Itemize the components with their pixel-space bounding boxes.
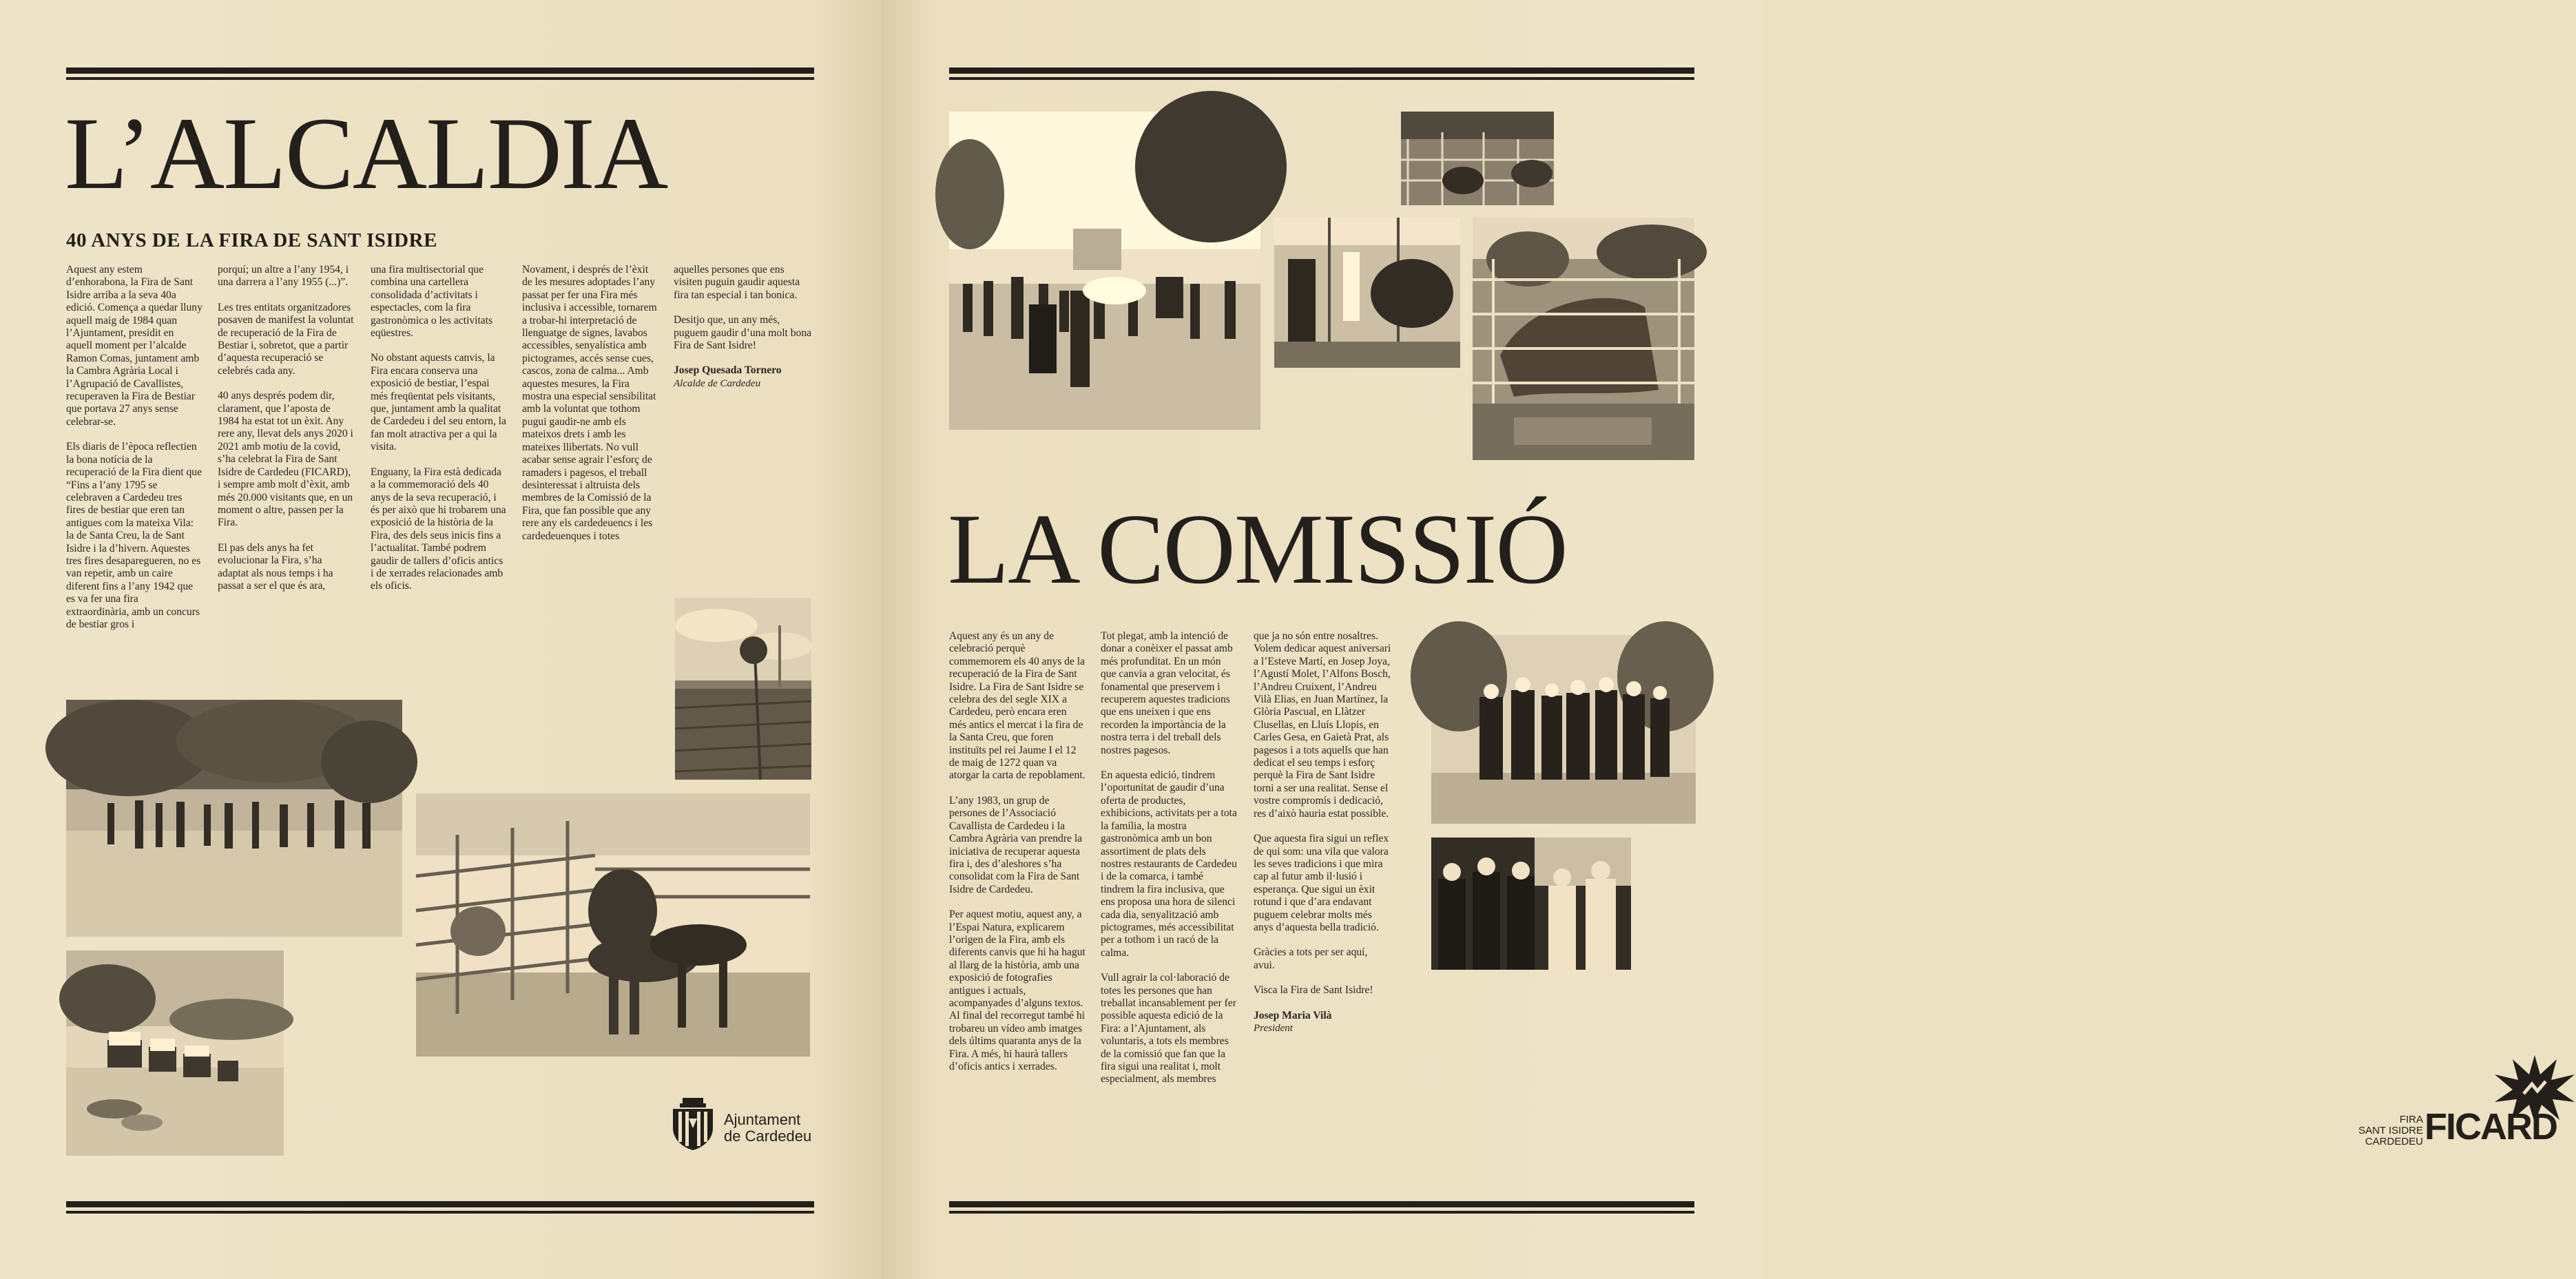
photo-wagons-old — [66, 950, 284, 1156]
photo-thistle-field — [675, 598, 811, 780]
photo-horse-closeup — [1473, 218, 1694, 460]
top-rule — [66, 67, 814, 80]
ficard-wordmark: FICARD — [2424, 1106, 2557, 1147]
text-column-1: Aquest any és un any de celebració perquè commemorem els 40 anys de la recuperació de la Fira de Sant Isidre. La Fira de Sant Isidre se celebra des del segle XIX a Cardedeu, però encara eren més antics el mercat i la fira de la Santa Creu, que foren instituïts pel rei Jaume I el 12 de maig de 1272 quan va atorgar la carta de repoblament. L’any 1983, un grup de persones de l’Associació Cavallista de Cardedeu i la Cambra Agrària van prendre la iniciativa de recuperar aquesta fira i, des d’aleshores s’ha consolidat com la Fira de Sant Isidre de Cardedeu. Per aquest motiu, aquest any, a l’Espai Natura, explicarem l’origen de la Fira, amb els diferents canvis que hi ha hagut al llarg de la història, amb una exposició de fotografies antigues i actuals, acompanyades d’alguns textos. Al final del recorregut també hi trobareu un vídeo amb imatges dels últims quaranta anys de la Fira. A més, hi haurà tallers d’oficis antics i xerrades. — [949, 630, 1086, 1072]
text-column-1: Aquest any estem d’enhorabona, la Fira de Sant Isidre arriba a la seva 40a edició. Comença a quedar lluny aquell maig de 1984 quan l’Ajuntament, presidit en aquell moment per l’alcalde Ramon Comas, juntament amb la Cambra Agrària Local i l’Agrupació de Cavallistes, recuperaven la Fira de Bestiar que portava 27 anys sense celebrar-se. Els diaris de l’època reflectien la bona notícia de la recuperació de la Fira dient que “Fins a l’any 1795 se celebraven a Cardedeu tres fires de bestiar que eren tan antigues com la mateixa Vila: la de Santa Creu, la de Sant Isidre i la d’hivern. Aquestes tres fires desaparegueren, no es van repetir, amb un caire diferent fins a l’any 1942 que es va fer una fira extraordinària, amb un concurs de bestiar gros i — [66, 264, 202, 630]
ajuntament-logo — [670, 1096, 829, 1152]
bottom-rule — [66, 1201, 814, 1214]
photo-officials-group — [1431, 838, 1631, 970]
left-page — [0, 0, 882, 1279]
signature: Josep Quesada Tornero — [674, 364, 782, 377]
page-title: L’ALCALDIA — [65, 96, 667, 211]
text-column-3: que ja no són entre nosaltres. Volem dedicar aquest aniversari a l’Esteve Martí, en Josep Joya, l’Agustí Molet, l’Alfons Bosch, l’Andreu Cruixent, l’Andreu Vilà Elias, en Juan Martínez, la Glòria Pascual, en Llàtzer Clusellas, en Lluís Llopis, en Carles Gesa, en Gaietà Prat, als pagesos i a tots aquells que han dedicat el seu temps i esforç perquè la Fira de Sant Isidre torni a ser una realitat. Sense el vostre compromís i dedicació, res d’això hauria estat possible. Que aquesta fira sigui un reflex de qui som: una vila que valora les seves tradicions i que mira cap al futur amb il·lusió i esperança. Que sigui un èxit rotund i que d’ara endavant puguem celebrar molts més anys d’aquesta bella tradició. Gràcies a tots per ser aquí, avui. Visca la Fira de Sant Isidre! Josep Maria Vilà President — [1254, 630, 1391, 1034]
signature-role: President — [1254, 1022, 1293, 1034]
logo-small-line-1: FIRA — [2399, 1114, 2423, 1125]
right-page — [882, 0, 2557, 1279]
signature: Josep Maria Vilà — [1254, 1009, 1332, 1021]
ficard-logo — [2356, 1054, 2576, 1150]
municipal-shield-icon — [670, 1098, 716, 1150]
photo-crowd-promenade — [66, 700, 402, 937]
logo-small-line-2: SANT ISIDRE — [2358, 1125, 2423, 1136]
photo-goats-pen — [416, 793, 810, 1057]
signature-role: Alcalde de Cardedeu — [674, 377, 761, 389]
logo-line-1: Ajuntament — [724, 1111, 801, 1128]
logo-small-line-3: CARDEDEU — [2365, 1136, 2423, 1147]
text-column-2: Tot plegat, amb la intenció de donar a conèixer el passat amb més profunditat. En un món que canvia a gran velocitat, és fonamental que preservem i recuperem aquestes tradicions que ens uneixen i que ens recorden la importància de la nostra terra i del treball dels nostres pagesos. En aquesta edició, tindrem l’oportunitat de gaudir d’una oferta de productes, exhibicions, activitats per a tota la família, la mostra gastronòmica amb un bon assortiment de plats dels nostres restaurants de Cardedeu i de la comarca, i també tindrem la fira inclusiva, que ens proposa una hora de silenci cada dia, senyalització amb pictogrames, més accessibilitat per a tothom i un racó de la calma. Vull agrair la col·laboració de totes les persones que han treballat incansablement per fer possible aquesta edició de la Fira: a l’Ajuntament, als voluntaris, a tots els membres de la comissió que fan que la fira sigui una realitat i, molt especialment, als membres — [1101, 630, 1237, 1085]
photo-historic-fair — [949, 112, 1260, 430]
text-column-2: porquí; un altre a l’any 1954, i una darrera a l’any 1955 (...)”. Les tres entitats organitzadores posaven de manifest la voluntat de recuperació de la Fira de Bestiar i, sobretot, que a partir d’aquesta recuperació se celebrés cada any. 40 anys després podem dir, clarament, que l’aposta de 1984 ha estat tot un èxit. Any rere any, llevat dels anys 2020 i 2021 amb motiu de la covid, s’ha celebrat la Fira de Sant Isidre de Cardedeu (FICARD), i sempre amb molt d’èxit, amb més 20.000 visitants que, en un moment o altre, passen per la Fira. El pas dels anys ha fet evolucionar la Fira, s’ha adaptat als nous temps i ha passat a ser el que és ara, — [218, 264, 354, 592]
text-column-5: aquelles persones que ens visiten puguin gaudir aquesta fira tan especial i tan bonica. Desitjo que, un any més, puguem gaudir d’una molt bona Fira de Sant Isidre! Josep Quesada Tornero Alcalde de Cardedeu — [674, 264, 814, 415]
article-subtitle: 40 ANYS DE LA FIRA DE SANT ISIDRE — [66, 229, 437, 251]
photo-horse-stalls — [1274, 218, 1460, 368]
page-title: LA COMISSIÓ — [948, 493, 1567, 605]
photo-officials-walking — [1431, 635, 1696, 824]
text-column-4: Novament, i després de l’èxit de les mesures adoptades l’any passat per fer una Fira més inclusiva i accessible, tornarem a trobar-hi interpretació de llenguatge de signes, lavabos accessibles, senyalística amb pictogrames, accés sense cues, cascos, zona de calma... Amb aquestes mesures, la Fira mostra una especial sensibilitat amb la voluntat que tothom pugui gaudir-ne amb els mateixos drets i amb les mateixes llibertats. No vull acabar sense agrair l’esforç de ramaders i pagesos, el treball desinteressat i altruista dels membres de la Comissió de la Fira, que fan possible que any rere any els cardedeuencs i les cardedeuenques i totes — [522, 264, 657, 542]
top-rule — [949, 67, 1694, 80]
logo-line-2: de Cardedeu — [724, 1127, 812, 1145]
text-column-3: una fira multisectorial que combina una cartellera consolidada d’activitats i espectacles, com la fira gastronòmica o les activitats eqüestres. No obstant aquests canvis, la Fira encara conserva una exposició de bestiar, l’espai més freqüentat pels visitants, que, juntament amb la qualitat de Cardedeu i del seu entorn, la fan molt atractiva per a qui la visita. Enguany, la Fira està dedicada a la commemoració dels 40 anys de la seva recuperació, i és per això que hi trobarem una exposició de la història de la Fira, des dels seus inicis fins a l’actualitat. També podrem gaudir de tallers d’oficis antics i de xerrades relacionades amb els oficis. — [371, 264, 507, 592]
photo-stable-pens — [1401, 112, 1554, 205]
bottom-rule — [949, 1201, 1694, 1214]
